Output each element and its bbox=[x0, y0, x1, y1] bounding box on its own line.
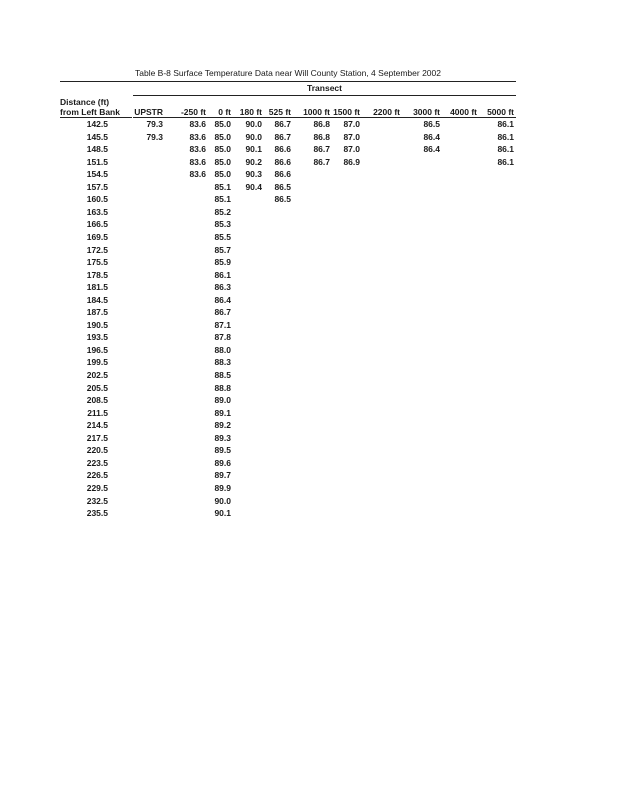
table-row bbox=[0, 345, 618, 357]
column-header: 180 ft bbox=[239, 107, 262, 117]
value-cell: 86.6 bbox=[274, 156, 291, 167]
distance-cell: 235.5 bbox=[86, 508, 108, 519]
table-row bbox=[0, 144, 618, 156]
value-cell: 85.9 bbox=[214, 257, 231, 268]
distance-cell: 193.5 bbox=[86, 332, 108, 343]
value-cell: 88.0 bbox=[214, 344, 231, 355]
value-cell: 88.5 bbox=[214, 370, 231, 380]
column-header: UPSTR bbox=[134, 107, 163, 117]
value-cell: 86.1 bbox=[497, 156, 514, 167]
value-cell: 79.3 bbox=[146, 131, 163, 142]
table-row bbox=[0, 445, 618, 457]
value-cell: 86.4 bbox=[423, 131, 440, 142]
value-cell: 85.0 bbox=[214, 119, 231, 129]
distance-cell: 229.5 bbox=[86, 482, 108, 493]
distance-cell: 163.5 bbox=[86, 206, 108, 217]
value-cell: 86.7 bbox=[214, 307, 231, 318]
distance-cell: 226.5 bbox=[86, 470, 108, 481]
column-header: 525 ft bbox=[268, 107, 291, 117]
transect-group-header: Transect bbox=[307, 83, 342, 93]
table-row bbox=[0, 232, 618, 244]
transect-rule bbox=[133, 95, 516, 96]
value-cell: 86.5 bbox=[423, 119, 440, 129]
row-header-line2: from Left Bank bbox=[60, 107, 120, 117]
table-row bbox=[0, 470, 618, 482]
table-row bbox=[0, 182, 618, 194]
distance-cell: 169.5 bbox=[86, 231, 108, 242]
distance-cell: 190.5 bbox=[86, 319, 108, 330]
distance-cell: 172.5 bbox=[86, 244, 108, 255]
table-row bbox=[0, 219, 618, 231]
distance-cell: 154.5 bbox=[86, 169, 108, 180]
value-cell: 90.1 bbox=[245, 144, 262, 155]
distance-cell: 214.5 bbox=[86, 420, 108, 431]
row-header-line1: Distance (ft) bbox=[60, 97, 110, 107]
table-row bbox=[0, 496, 618, 508]
table-row bbox=[0, 132, 618, 144]
value-cell: 86.1 bbox=[214, 269, 231, 280]
column-header: -250 ft bbox=[180, 107, 206, 117]
value-cell: 85.0 bbox=[214, 144, 231, 155]
value-cell: 85.0 bbox=[214, 169, 231, 180]
value-cell: 86.6 bbox=[274, 169, 291, 180]
value-cell: 86.3 bbox=[214, 282, 231, 293]
table-row bbox=[0, 169, 618, 181]
value-cell: 86.5 bbox=[274, 181, 291, 192]
value-cell: 89.6 bbox=[214, 457, 231, 468]
distance-cell: 232.5 bbox=[86, 495, 108, 506]
value-cell: 83.6 bbox=[189, 144, 206, 155]
table-row bbox=[0, 408, 618, 420]
value-cell: 85.3 bbox=[214, 219, 231, 230]
distance-cell: 202.5 bbox=[86, 370, 108, 380]
value-cell: 86.8 bbox=[313, 131, 330, 142]
value-cell: 86.7 bbox=[274, 119, 291, 129]
value-cell: 86.5 bbox=[274, 194, 291, 205]
value-cell: 83.6 bbox=[189, 119, 206, 129]
distance-cell: 166.5 bbox=[86, 219, 108, 230]
table-row bbox=[0, 295, 618, 307]
column-header: 1500 ft bbox=[333, 107, 360, 117]
value-cell: 90.0 bbox=[245, 131, 262, 142]
value-cell: 85.2 bbox=[214, 206, 231, 217]
table-row bbox=[0, 207, 618, 219]
value-cell: 89.7 bbox=[214, 470, 231, 481]
value-cell: 90.3 bbox=[245, 169, 262, 180]
value-cell: 89.0 bbox=[214, 395, 231, 406]
table-row bbox=[0, 245, 618, 257]
table-row bbox=[0, 357, 618, 369]
value-cell: 90.0 bbox=[214, 495, 231, 506]
value-cell: 86.8 bbox=[313, 119, 330, 129]
column-header: 1000 ft bbox=[303, 107, 330, 117]
distance-cell: 211.5 bbox=[87, 407, 108, 418]
distance-cell: 196.5 bbox=[86, 344, 108, 355]
value-cell: 87.8 bbox=[214, 332, 231, 343]
column-header: 5000 ft bbox=[487, 107, 514, 117]
table-row bbox=[0, 282, 618, 294]
value-cell: 86.1 bbox=[497, 119, 514, 129]
value-cell: 79.3 bbox=[146, 119, 163, 129]
value-cell: 86.1 bbox=[497, 144, 514, 155]
table-row bbox=[0, 370, 618, 382]
distance-cell: 223.5 bbox=[86, 457, 108, 468]
value-cell: 86.7 bbox=[274, 131, 291, 142]
distance-cell: 184.5 bbox=[86, 294, 108, 305]
table-title: Table B-8 Surface Temperature Data near Will County Station, 4 September 2002 bbox=[134, 68, 441, 78]
table-row bbox=[0, 420, 618, 432]
table-row bbox=[0, 483, 618, 495]
value-cell: 90.0 bbox=[245, 119, 262, 129]
table-row bbox=[0, 257, 618, 269]
value-cell: 89.1 bbox=[214, 407, 231, 418]
value-cell: 86.1 bbox=[497, 131, 514, 142]
value-cell: 89.3 bbox=[214, 432, 231, 443]
value-cell: 83.6 bbox=[189, 131, 206, 142]
table-row bbox=[0, 307, 618, 319]
table-row bbox=[0, 157, 618, 169]
value-cell: 87.1 bbox=[214, 319, 231, 330]
table-top-rule bbox=[60, 81, 516, 82]
distance-cell: 175.5 bbox=[86, 257, 108, 268]
value-cell: 85.5 bbox=[214, 231, 231, 242]
table-row bbox=[0, 194, 618, 206]
distance-cell: 142.5 bbox=[86, 119, 108, 129]
column-header: 0 ft bbox=[218, 107, 231, 117]
row-header-underline bbox=[60, 117, 132, 118]
value-cell: 87.0 bbox=[343, 131, 360, 142]
value-cell: 86.7 bbox=[313, 156, 330, 167]
distance-cell: 220.5 bbox=[86, 445, 108, 456]
table-row bbox=[0, 332, 618, 344]
column-header: 3000 ft bbox=[413, 107, 440, 117]
column-header: 4000 ft bbox=[450, 107, 477, 117]
value-cell: 83.6 bbox=[189, 169, 206, 180]
value-cell: 89.2 bbox=[214, 420, 231, 431]
value-cell: 85.0 bbox=[214, 156, 231, 167]
distance-cell: 205.5 bbox=[86, 382, 108, 393]
distance-cell: 178.5 bbox=[86, 269, 108, 280]
value-cell: 83.6 bbox=[189, 156, 206, 167]
distance-cell: 217.5 bbox=[86, 432, 108, 443]
table-row bbox=[0, 508, 618, 520]
table-row bbox=[0, 320, 618, 332]
distance-cell: 151.5 bbox=[86, 156, 108, 167]
table-row bbox=[0, 119, 618, 131]
table-row bbox=[0, 383, 618, 395]
table-row bbox=[0, 458, 618, 470]
value-cell: 86.9 bbox=[343, 156, 360, 167]
distance-cell: 208.5 bbox=[86, 395, 108, 406]
distance-cell: 145.5 bbox=[86, 131, 108, 142]
distance-cell: 187.5 bbox=[86, 307, 108, 318]
value-cell: 85.0 bbox=[214, 131, 231, 142]
value-cell: 90.2 bbox=[245, 156, 262, 167]
distance-cell: 199.5 bbox=[86, 357, 108, 368]
value-cell: 87.0 bbox=[343, 119, 360, 129]
distance-cell: 148.5 bbox=[86, 144, 108, 155]
value-cell: 85.1 bbox=[214, 194, 231, 205]
value-cell: 86.4 bbox=[214, 294, 231, 305]
value-cell: 89.9 bbox=[214, 482, 231, 493]
value-cell: 85.7 bbox=[214, 244, 231, 255]
value-cell: 90.1 bbox=[214, 508, 231, 519]
value-cell: 87.0 bbox=[343, 144, 360, 155]
value-cell: 88.8 bbox=[214, 382, 231, 393]
distance-cell: 160.5 bbox=[86, 194, 108, 205]
table-row bbox=[0, 433, 618, 445]
value-cell: 86.7 bbox=[313, 144, 330, 155]
distance-cell: 157.5 bbox=[86, 181, 108, 192]
table-row bbox=[0, 395, 618, 407]
value-cell: 86.4 bbox=[423, 144, 440, 155]
value-cell: 88.3 bbox=[214, 357, 231, 368]
distance-cell: 181.5 bbox=[86, 282, 108, 293]
value-cell: 90.4 bbox=[245, 181, 262, 192]
value-cell: 85.1 bbox=[214, 181, 231, 192]
table-row bbox=[0, 270, 618, 282]
value-cell: 86.6 bbox=[274, 144, 291, 155]
value-cell: 89.5 bbox=[214, 445, 231, 456]
column-header: 2200 ft bbox=[373, 107, 400, 117]
column-header-underline bbox=[133, 117, 516, 118]
